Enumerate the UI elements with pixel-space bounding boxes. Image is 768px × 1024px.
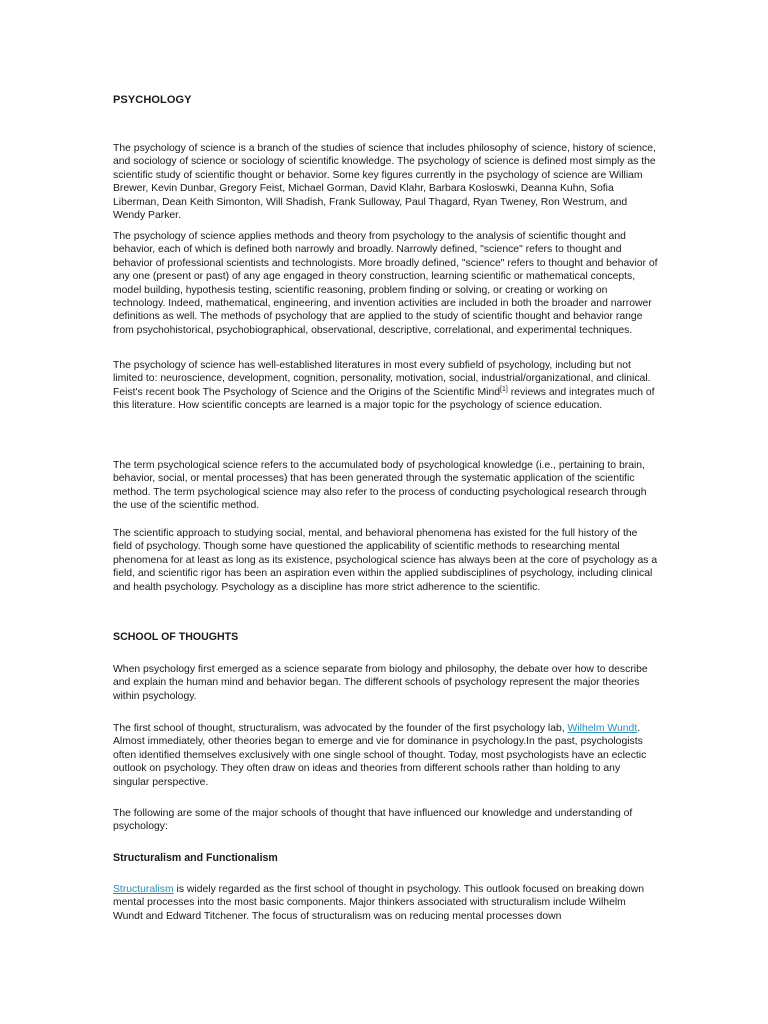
paragraph-intro: The psychology of science is a branch of the studies of science that includes philosophy of science, history of science, and sociology of science or sociology of scientific knowledge. The psychology of science is defined most simply as the scientific study of scientific thought or behavior. Some key figures currently in the psychology of science are William Brewer, Kevin Dunbar, Gregory Feist, Michael Gorman, David Klahr, Barbara Kosloswki, Deanna Kuhn, Sofia Liberman, Dean Keith Simonton, Will Shadish, Frank Sulloway, Paul Thagard, Ryan Tweney, Ron Westrum, and Wendy Parker.	[113, 143, 656, 222]
document-title: PSYCHOLOGY	[113, 94, 192, 106]
link-structuralism[interactable]: Structuralism	[113, 884, 174, 895]
paragraph-first-school-text-a: The first school of thought, structuralism, was advocated by the founder of the first psychology lab,	[113, 723, 568, 734]
paragraph-methods: The psychology of science applies methods and theory from psychology to the analysis of scientific thought and behavior, each of which is defined both narrowly and broadly. Narrowly defined, "science" refers to thought and behavior of professional scientists and technologists. More broadly defined, "science" refers to thought and behavior of any one (present or past) of any age engaged in theory construction, learning scientific or mathematical concepts, model building, hypothesis testing, scientific reasoning, problem finding or solving, or creating or working on technology. Indeed, mathematical, engineering, and invention activities are included in both the broader and narrower definitions as well. The methods of psychology that are applied to the study of scientific thought and behavior range from psychohistorical, psychobiographical, observational, descriptive, correlational, and experimental techniques.	[113, 231, 658, 336]
paragraph-literatures-text-a: The psychology of science has well-established literatures in most every subfield of psychology, including but not limited to: neuroscience, development, cognition, personality, motivation, social, industrial/organizational, and clinical. Feist's recent book The Psychology of Science and the Origins of the Scientific Mind	[113, 360, 651, 398]
paragraph-first-school	[113, 722, 658, 789]
paragraph-literatures-text-b: reviews and integrates much of this literature. How scientific concepts are learned is a major topic for the psychology of science education.	[113, 386, 655, 412]
paragraph-schools-intro: When psychology first emerged as a science separate from biology and philosophy, the debate over how to describe and explain the human mind and behavior began. The different schools of psychology represent the major theories within psychology.	[113, 664, 648, 702]
paragraph-structuralism-text: is widely regarded as the first school of thought in psychology. This outlook focused on breaking down mental processes into the most basic components. Major thinkers associated with structuralism include Wilhelm Wundt and Edward Titchener. The focus of structuralism was on reducing mental processes down	[113, 884, 644, 922]
paragraph-major-schools: The following are some of the major schools of thought that have influenced our knowledge and understanding of psychology:	[113, 808, 633, 833]
paragraph-scientific-approach: The scientific approach to studying social, mental, and behavioral phenomena has existed for the full history of the field of psychology. Though some have questioned the applicability of scientific methods to researching mental phenomena for at least as long as its existence, psychological science has always been at the core of psychology as a field, and scientific rigor has been an aspiration even within the applied subdisciplines of psychology, including clinical and health psychology. Psychology as a discipline has more strict adherence to the scientific.	[113, 528, 658, 593]
heading-school-of-thoughts: SCHOOL OF THOUGHTS	[113, 631, 239, 643]
paragraph-psychological-science: The term psychological science refers to the accumulated body of psychological knowledge (i.e., pertaining to brain, behavior, social, or mental processes) that has been generated through the systematic application of the scientific method. The term psychological science may also refer to the process of conducting psychological research through the use of the scientific method.	[113, 460, 647, 512]
paragraph-literatures	[113, 359, 658, 413]
heading-structuralism-functionalism: Structuralism and Functionalism	[113, 852, 278, 864]
document-page	[113, 0, 658, 1024]
paragraph-structuralism	[113, 883, 658, 923]
paragraph-first-school-text-b: . Almost immediately, other theories began to emerge and vie for dominance in psychology.In the past, psychologists often identified themselves exclusively with one single school of thought. Today, most psychologists have an eclectic outlook on psychology. They often draw on ideas and theories from different schools rather than holding to any singular perspective.	[113, 723, 647, 788]
link-wilhelm-wundt[interactable]: Wilhelm Wundt	[567, 723, 638, 734]
citation-marker[interactable]: [1]	[500, 385, 508, 393]
